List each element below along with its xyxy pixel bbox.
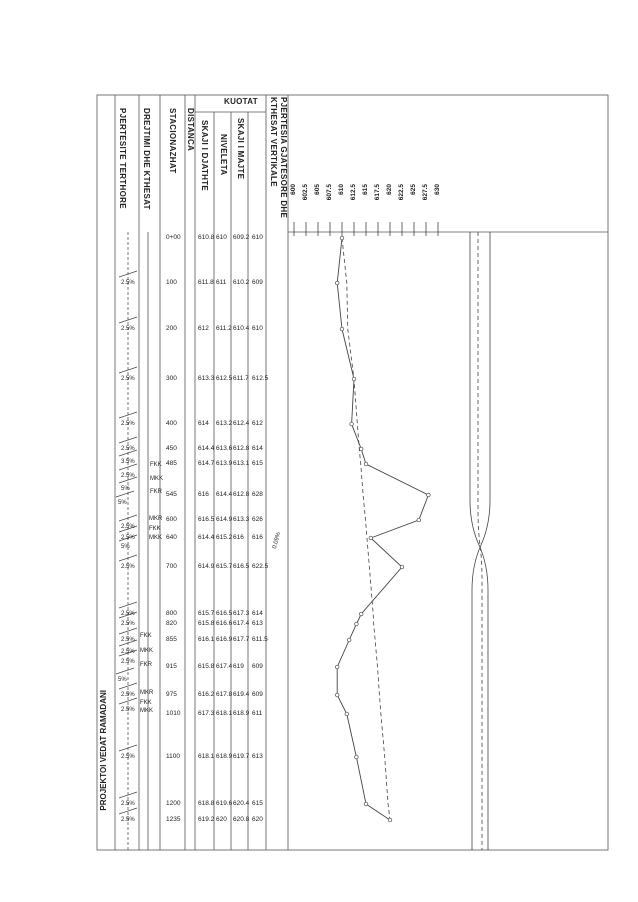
tereni-value: 611.5: [252, 636, 268, 643]
tereni-value: 614: [252, 445, 263, 452]
station-label: 300: [166, 375, 177, 382]
grade-label: 2.5%: [121, 649, 135, 655]
skaji-djathte-value: 611.8: [198, 279, 214, 286]
grade-label: 2.5%: [121, 446, 135, 452]
tereni-point: [355, 755, 359, 759]
niveleta-value: 610: [216, 234, 227, 241]
tereni-point: [364, 462, 368, 466]
pjerresite-header: PJERTESITE TERTHORE: [118, 108, 127, 209]
tereni-point: [400, 565, 404, 569]
skaji-majte-value: 610.2: [233, 279, 250, 286]
tereni-point: [352, 377, 356, 381]
niveleta-value: 615.2: [216, 534, 233, 541]
skaji-djathte-value: 615.8: [198, 620, 215, 627]
slope-mark: [119, 745, 137, 751]
kuotat-header: KUOTAT: [224, 97, 258, 106]
tereni-point: [335, 281, 339, 285]
skaji-djathte-value: 613.3: [198, 375, 215, 382]
table-grid: [115, 95, 608, 850]
tereni-value: 616: [252, 534, 263, 541]
tereni-value: 610: [252, 325, 263, 332]
skaji-majte-value: 617.4: [233, 620, 250, 627]
grade-label: 2.5%: [121, 659, 135, 665]
slope-mark: [119, 515, 137, 521]
skaji-djathte-value: 616: [198, 491, 209, 498]
grade-label: 2.5%: [121, 376, 135, 382]
skaji-djathte-value: 615.7: [198, 610, 215, 617]
skaji-djathte-value: 616.2: [198, 691, 215, 698]
skaji-majte-value: 612.8: [233, 491, 250, 498]
scale-tick-label: 607.5: [326, 184, 333, 201]
skaji-majte-value: 620.8: [233, 816, 250, 823]
niveleta-value: 612.5: [216, 375, 233, 382]
grade-label: 5%: [118, 677, 127, 683]
curve-label: FKK: [140, 700, 152, 706]
tereni-line: [337, 238, 428, 820]
road-edge-line: [478, 232, 482, 850]
niveleta-value: 619.6: [216, 800, 233, 807]
tereni-value: 612.5: [252, 375, 269, 382]
tereni-point: [417, 518, 421, 522]
niveleta-line: [342, 238, 390, 820]
scale-tick-label: 610: [338, 184, 345, 195]
scale-tick-label: 615: [362, 184, 369, 195]
skaji-djathte-value: 614: [198, 420, 209, 427]
curve-label: MKK: [140, 708, 154, 714]
road-edge-line: [470, 232, 488, 850]
station-label: 545: [166, 491, 177, 498]
niveleta-value: 616.5: [216, 610, 233, 617]
skaji-djathte-value: 612: [198, 325, 209, 332]
tereni-value: 612: [252, 420, 263, 427]
author-title: PROJEKTOI VEDAT RAMADANI: [99, 690, 108, 811]
slope-mark: [119, 271, 137, 277]
tereni-value: 614: [252, 610, 263, 617]
skaji-djathte-value: 616.5: [198, 516, 215, 523]
skaji-majte-value: 619.4: [233, 691, 250, 698]
skaji-djathte-value: 617.3: [198, 710, 215, 717]
grade-label: 2.5%: [121, 801, 135, 807]
scale-tick-label: 627.5: [422, 184, 429, 201]
tereni-point: [359, 447, 363, 451]
niveleta-value: 618.9: [216, 753, 233, 760]
niveleta-value: 620: [216, 816, 227, 823]
curve-label: MKR: [140, 690, 154, 696]
tereni-value: 615: [252, 460, 263, 467]
elevation-scale-ticks: [294, 222, 438, 236]
skaji-majte-value: 611.7: [233, 375, 249, 382]
niveleta-value: 618.1: [216, 710, 233, 717]
profile-header-line2: KTHESAT VERTIKALE: [269, 97, 278, 187]
tereni-point: [335, 693, 339, 697]
station-label: 1100: [166, 753, 180, 760]
tereni-value: 609: [252, 691, 263, 698]
station-label: 1200: [166, 800, 181, 807]
slope-mark: [119, 555, 137, 561]
skaji-majte-value: 617.7: [233, 636, 250, 643]
grade-label: 2.5%: [121, 564, 135, 570]
curve-label: FKK: [150, 462, 162, 468]
profile-header-line1: PJERTESIA GJATESORE DHE: [279, 97, 288, 219]
scale-tick-label: 600: [290, 184, 297, 195]
scale-tick-label: 605: [314, 184, 321, 195]
tereni-value: 610: [252, 234, 263, 241]
tereni-value: 613: [252, 620, 263, 627]
grade-slope-label: 0.09%: [272, 531, 283, 550]
skaji-djathte-value: 616.1: [198, 636, 215, 643]
grade-label: 2.5%: [121, 535, 135, 541]
grade-label: 2.5%: [121, 326, 135, 332]
tereni-point: [427, 493, 431, 497]
tereni-value: 615: [252, 800, 263, 807]
curve-label: MKK: [149, 535, 163, 541]
tereni-point: [369, 536, 373, 540]
skaji-majte-value: 609.2: [233, 234, 250, 241]
grade-label: 2.5%: [121, 473, 135, 479]
grade-label: 2.5%: [121, 817, 135, 823]
station-label: 0+00: [166, 234, 181, 241]
tereni-point: [364, 802, 368, 806]
scale-tick-label: 630: [434, 184, 441, 195]
grade-label: 2.5%: [121, 421, 135, 427]
curve-label: FKR: [150, 489, 162, 495]
skaji-djathte-value: 614.7: [198, 460, 215, 467]
skaji-djathte-value: 618.1: [198, 753, 215, 760]
tereni-point: [388, 818, 392, 822]
station-label: 855: [166, 636, 177, 643]
skaji-majte-header: SKAJI I MAJTE: [236, 118, 245, 180]
grade-label: 2.5%: [121, 692, 135, 698]
tereni-point: [359, 612, 363, 616]
skaji-majte-value: 616: [233, 534, 244, 541]
curve-label: FKR: [140, 662, 152, 668]
niveleta-value: 614.9: [216, 516, 233, 523]
skaji-majte-value: 619.7: [233, 753, 250, 760]
skaji-majte-value: 612.4: [233, 420, 250, 427]
niveleta-value: 611.2: [216, 325, 232, 332]
grade-label: 2.5%: [121, 611, 135, 617]
tereni-value: 622.5: [252, 563, 269, 570]
niveleta-value: 616.9: [216, 636, 233, 643]
curve-label: MKR: [149, 516, 163, 522]
curve-label: MKK: [150, 476, 164, 482]
tereni-value: 626: [252, 516, 263, 523]
scale-tick-label: 625: [410, 184, 417, 195]
scale-tick-label: 617.5: [374, 184, 381, 201]
curve-label: FKK: [149, 526, 161, 532]
niveleta-value: 616.6: [216, 620, 233, 627]
skaji-majte-value: 620.4: [233, 800, 250, 807]
skaji-djathte-header: SKAJI I DJATHTE: [200, 120, 209, 192]
skaji-majte-value: 619: [233, 663, 244, 670]
sheet-frame: [97, 95, 608, 850]
scale-tick-label: 602.5: [302, 184, 309, 201]
station-label: 400: [166, 420, 177, 427]
skaji-majte-value: 613.1: [233, 460, 250, 467]
tereni-point: [355, 622, 359, 626]
station-label: 200: [166, 325, 177, 332]
niveleta-value: 613.9: [216, 460, 233, 467]
niveleta-header: NIVELETA: [219, 134, 228, 176]
road-plan-view: [470, 232, 490, 850]
station-label: 1235: [166, 816, 181, 823]
niveleta-value: 614.4: [216, 491, 233, 498]
skaji-djathte-value: 619.2: [198, 816, 215, 823]
skaji-majte-value: 612.8: [233, 445, 250, 452]
grade-label: 2.5%: [121, 280, 135, 286]
stacionazhat-header: STACIONAZHAT: [168, 108, 177, 174]
tereni-value: 628: [252, 491, 263, 498]
cross-slope-marks: [116, 271, 137, 814]
curve-label: MKK: [140, 648, 154, 654]
station-label: 100: [166, 279, 177, 286]
station-label: 450: [166, 445, 177, 452]
skaji-majte-value: 616.5: [233, 563, 250, 570]
station-label: 600: [166, 516, 177, 523]
tereni-value: 613: [252, 753, 263, 760]
grade-label: 2.5%: [121, 754, 135, 760]
grade-label: 2.5%: [121, 621, 135, 627]
drejtimi-header: DREJTIMI DHE KTHESAT: [142, 108, 151, 210]
road-edge-line: [472, 232, 490, 850]
tereni-value: 620: [252, 816, 263, 823]
niveleta-value: 613.6: [216, 445, 233, 452]
grade-label: 5%: [121, 544, 130, 550]
niveleta-value: 615.7: [216, 563, 233, 570]
tereni-point: [347, 638, 351, 642]
station-label: 485: [166, 460, 177, 467]
station-label: 820: [166, 620, 177, 627]
skaji-majte-value: 610.4: [233, 325, 250, 332]
grade-label: 5%: [118, 500, 127, 506]
grade-label: 2.5%: [121, 637, 135, 643]
station-label: 915: [166, 663, 177, 670]
skaji-majte-value: 613.3: [233, 516, 250, 523]
tereni-point: [340, 236, 344, 240]
scale-tick-label: 612.5: [350, 184, 357, 201]
station-label: 1010: [166, 710, 181, 717]
niveleta-value: 617.4: [216, 663, 233, 670]
tereni-point: [340, 327, 344, 331]
station-label: 640: [166, 534, 177, 541]
skaji-majte-value: 617.3: [233, 610, 250, 617]
niveleta-value: 611: [216, 279, 227, 286]
skaji-djathte-value: 618.8: [198, 800, 215, 807]
tereni-value: 609: [252, 279, 263, 286]
grade-label: 2.5%: [121, 524, 135, 530]
skaji-djathte-value: 614.4: [198, 534, 215, 541]
tereni-point: [335, 665, 339, 669]
tereni-value: 609: [252, 663, 263, 670]
skaji-majte-value: 618.9: [233, 710, 250, 717]
scale-tick-label: 620: [386, 184, 393, 195]
distanca-header: DISTANCA: [186, 108, 195, 152]
niveleta-value: 613.2: [216, 420, 233, 427]
curve-label: FKK: [140, 633, 152, 639]
niveleta-value: 617.8: [216, 691, 233, 698]
slope-mark: [116, 668, 134, 674]
skaji-djathte-value: 614.4: [198, 445, 215, 452]
tereni-value: 611: [252, 710, 263, 717]
grade-label: 5%: [121, 486, 130, 492]
station-label: 975: [166, 691, 177, 698]
grade-label: 2.5%: [121, 707, 135, 713]
tereni-point: [350, 422, 354, 426]
skaji-djathte-value: 614.9: [198, 563, 215, 570]
tereni-point: [345, 712, 349, 716]
skaji-djathte-value: 615.8: [198, 663, 215, 670]
station-label: 700: [166, 563, 177, 570]
skaji-djathte-value: 610.8: [198, 234, 215, 241]
grade-label: 3.5%: [121, 459, 135, 465]
scale-tick-label: 622.5: [398, 184, 405, 201]
station-label: 800: [166, 610, 177, 617]
